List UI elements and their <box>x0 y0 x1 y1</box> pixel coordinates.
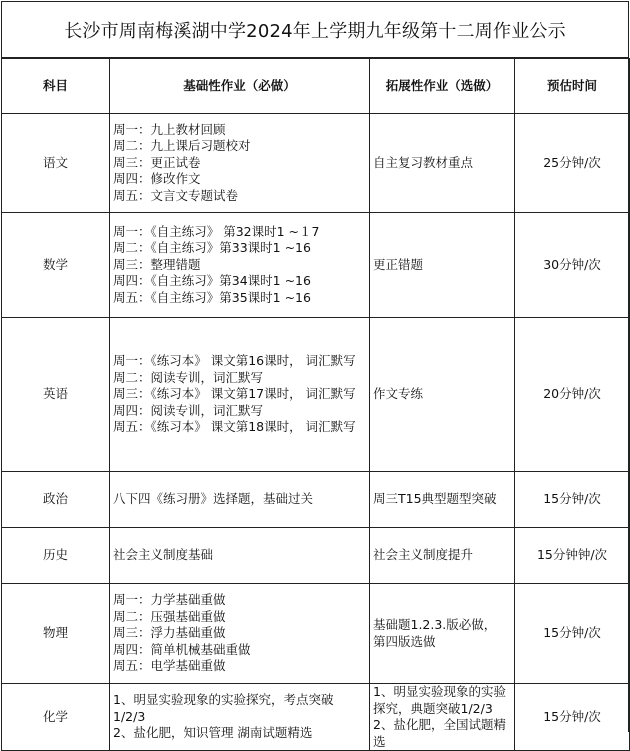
table-row <box>2 528 630 584</box>
basic-homework-line: 周二：阅读专训，词汇默写 <box>113 369 264 385</box>
extended-homework-line: 2、盐化肥，全国试题精选 <box>373 717 506 749</box>
basic-homework-cell <box>110 114 370 213</box>
extended-homework-line: 基础题1.2.3.版必做， <box>373 617 497 632</box>
basic-homework-line: 周五：电学基础重做 <box>113 658 226 674</box>
basic-homework-line: 周二：压强基础重做 <box>113 608 226 624</box>
header-extended: 拓展性作业（选做） <box>370 59 515 114</box>
basic-homework-line: 八下四《练习册》选择题，基础过关 <box>113 491 314 507</box>
basic-homework-line: 周三：整理错题 <box>113 256 201 272</box>
basic-homework-line: 周三：更正试卷 <box>113 154 201 170</box>
estimated-time-cell: 30分钟/次 <box>515 213 630 318</box>
estimated-time-cell: 20分钟/次 <box>515 318 630 472</box>
table-row <box>2 213 630 318</box>
basic-homework-line: 周五：文言文专题试卷 <box>113 187 239 203</box>
header-time: 预估时间 <box>515 59 630 114</box>
extended-homework-cell <box>370 114 515 213</box>
basic-homework-line: 周一：《练习本》 课文第16课时， 词汇默写 <box>113 353 356 369</box>
basic-homework-line: 周五：《练习本》 课文第18课时， 词汇默写 <box>113 419 356 435</box>
table-row <box>2 472 630 528</box>
basic-homework-line: 周四：修改作文 <box>113 171 201 187</box>
table-row <box>2 318 630 472</box>
extended-homework-line: 更正错题 <box>373 256 424 272</box>
homework-table <box>1 58 630 751</box>
basic-homework-line: 周五：《自主练习》第35课时1 ~16 <box>113 289 311 305</box>
basic-homework-line: 2、盐化肥，知识管理 湖南试题精选 <box>113 725 313 741</box>
basic-homework-cell <box>110 213 370 318</box>
subject-cell: 政治 <box>2 472 110 528</box>
table-body <box>2 114 630 751</box>
header-subject: 科目 <box>2 59 110 114</box>
basic-homework-cell <box>110 472 370 528</box>
table-row <box>2 114 630 213</box>
basic-homework-line: 周三：《练习本》 课文第17课时， 词汇默写 <box>113 386 356 402</box>
estimated-time-cell: 15分钟/次 <box>515 584 630 684</box>
subject-cell: 英语 <box>2 318 110 472</box>
basic-homework-cell <box>110 684 370 751</box>
subject-cell: 历史 <box>2 528 110 584</box>
extended-homework-line: 自主复习教材重点 <box>373 154 474 170</box>
basic-homework-line: 周四：阅读专训，词汇默写 <box>113 402 264 418</box>
basic-homework-line: 社会主义制度基础 <box>113 547 214 563</box>
table-row <box>2 684 630 751</box>
extended-homework-cell <box>370 213 515 318</box>
extended-homework-cell <box>370 318 515 472</box>
extended-homework-line: 第四版选做 <box>373 633 436 649</box>
estimated-time-cell: 15分钟/次 <box>515 472 630 528</box>
basic-homework-line: 周一：九上教材回顾 <box>113 121 226 137</box>
subject-cell: 物理 <box>2 584 110 684</box>
extended-homework-line: 社会主义制度提升 <box>373 547 474 563</box>
basic-homework-cell <box>110 528 370 584</box>
basic-homework-cell <box>110 584 370 684</box>
header-row <box>2 59 630 114</box>
basic-homework-cell <box>110 318 370 472</box>
basic-homework-line: 周四：简单机械基础重做 <box>113 641 251 657</box>
page-title: 长沙市周南梅溪湖中学2024年上学期九年级第十二周作业公示 <box>2 2 628 58</box>
estimated-time-cell: 25分钟/次 <box>515 114 630 213</box>
extended-homework-cell <box>370 528 515 584</box>
extended-homework-line: 1、明显实验现象的实验探究，典题突破1/2/3 <box>373 684 506 716</box>
extended-homework-cell <box>370 584 515 684</box>
subject-cell: 化学 <box>2 684 110 751</box>
extended-homework-line: 作文专练 <box>373 386 424 402</box>
header-basic: 基础性作业（必做） <box>110 59 370 114</box>
basic-homework-line: 周二：九上课后习题校对 <box>113 138 251 154</box>
subject-cell: 语文 <box>2 114 110 213</box>
subject-cell: 数学 <box>2 213 110 318</box>
homework-sheet <box>1 1 629 749</box>
basic-homework-line: 周二：《自主练习》第33课时1 ~16 <box>113 240 311 256</box>
basic-homework-line: 周三：浮力基础重做 <box>113 625 226 641</box>
extended-homework-line: 周三T15典型题型突破 <box>373 491 497 507</box>
table-row <box>2 584 630 684</box>
basic-homework-line: 周一：《自主练习》 第32课时1 ~１7 <box>113 223 320 239</box>
estimated-time-cell: 15分钟钟/次 <box>515 528 630 584</box>
basic-homework-line: 周四：《自主练习》第34课时1 ~16 <box>113 273 311 289</box>
estimated-time-cell: 15分钟/次 <box>515 684 630 751</box>
extended-homework-cell <box>370 684 515 751</box>
extended-homework-cell <box>370 472 515 528</box>
basic-homework-line: 周一：力学基础重做 <box>113 592 226 608</box>
basic-homework-line: 1、明显实验现象的实验探究，考点突破1/2/3 <box>113 692 334 724</box>
